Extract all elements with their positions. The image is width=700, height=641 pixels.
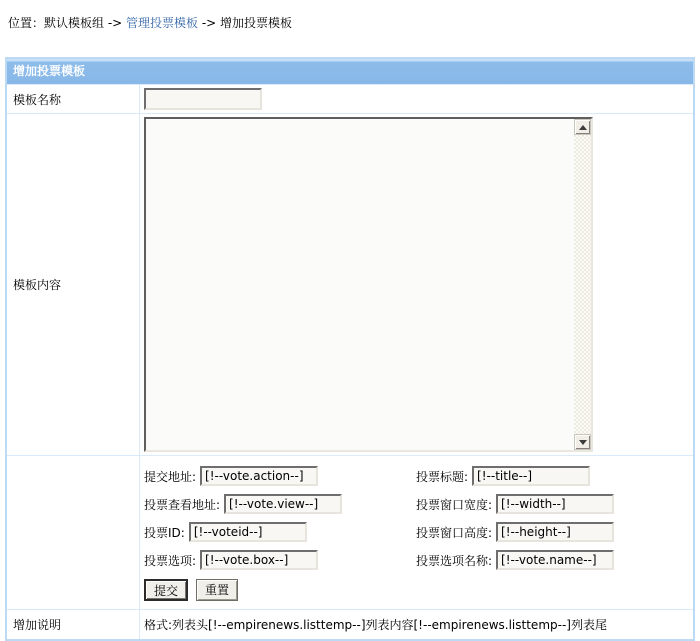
reset-button[interactable]: 重置 — [196, 579, 238, 601]
note-row — [7, 609, 693, 639]
empty-label-cell — [7, 456, 140, 609]
template-variables-cell — [140, 456, 693, 609]
field-line-4 — [144, 546, 689, 574]
vote-title-input[interactable] — [472, 466, 590, 486]
template-content-cell — [140, 114, 693, 455]
field-line-1 — [144, 462, 689, 490]
submit-button[interactable]: 提交 — [144, 579, 188, 601]
template-content-textarea[interactable] — [144, 117, 593, 452]
vote-window-width-label: 投票窗口宽度: — [416, 497, 493, 512]
vote-name-input[interactable] — [496, 550, 614, 570]
field-submit-address — [144, 466, 416, 486]
scroll-down-button[interactable] — [574, 434, 591, 450]
note-label: 增加说明 — [7, 610, 140, 639]
vote-id-input[interactable] — [189, 522, 307, 542]
vote-view-input[interactable] — [224, 494, 342, 514]
vote-action-input[interactable] — [200, 466, 318, 486]
field-vote-options — [144, 550, 416, 570]
template-name-row — [7, 84, 693, 113]
scroll-up-icon — [579, 125, 587, 130]
scrollbar-track[interactable] — [574, 135, 591, 434]
submit-address-label: 提交地址: — [144, 469, 197, 484]
vote-height-input[interactable] — [496, 522, 614, 542]
vote-box-input[interactable] — [200, 550, 318, 570]
breadcrumb-prefix: 位置：默认模板组 -> — [8, 16, 127, 30]
template-variables-row — [7, 455, 693, 609]
template-content-label: 模板内容 — [7, 114, 140, 455]
template-name-label: 模板名称 — [7, 85, 140, 113]
template-name-input[interactable] — [144, 88, 262, 110]
field-line-2 — [144, 490, 689, 518]
field-vote-window-width — [416, 494, 614, 514]
textarea-scrollbar[interactable] — [574, 119, 591, 450]
vote-window-height-label: 投票窗口高度: — [416, 525, 493, 540]
panel-title: 增加投票模板 — [7, 59, 693, 84]
add-vote-template-panel — [5, 57, 695, 641]
scroll-down-icon — [579, 440, 587, 445]
field-vote-window-height — [416, 522, 614, 542]
template-content-row — [7, 113, 693, 455]
breadcrumb — [0, 0, 700, 31]
field-vote-view-address — [144, 494, 416, 514]
note-text: 格式:列表头[!--empirenews.listtemp--]列表内容[!--empirenews.listtemp--]列表尾 — [144, 618, 607, 632]
field-line-3 — [144, 518, 689, 546]
breadcrumb-suffix: -> 增加投票模板 — [198, 16, 293, 30]
breadcrumb-link-manage-vote-template[interactable]: 管理投票模板 — [126, 16, 199, 30]
vote-title-label: 投票标题: — [416, 469, 469, 484]
vote-view-address-label: 投票查看地址: — [144, 497, 221, 512]
field-vote-title — [416, 466, 590, 486]
vote-id-label: 投票ID: — [144, 525, 185, 540]
field-vote-option-name — [416, 550, 614, 570]
vote-options-label: 投票选项: — [144, 553, 197, 568]
scroll-up-button[interactable] — [574, 119, 591, 135]
vote-option-name-label: 投票选项名称: — [416, 553, 493, 568]
template-name-cell — [140, 85, 693, 113]
vote-width-input[interactable] — [496, 494, 614, 514]
form-buttons — [144, 579, 689, 601]
field-vote-id — [144, 522, 416, 542]
